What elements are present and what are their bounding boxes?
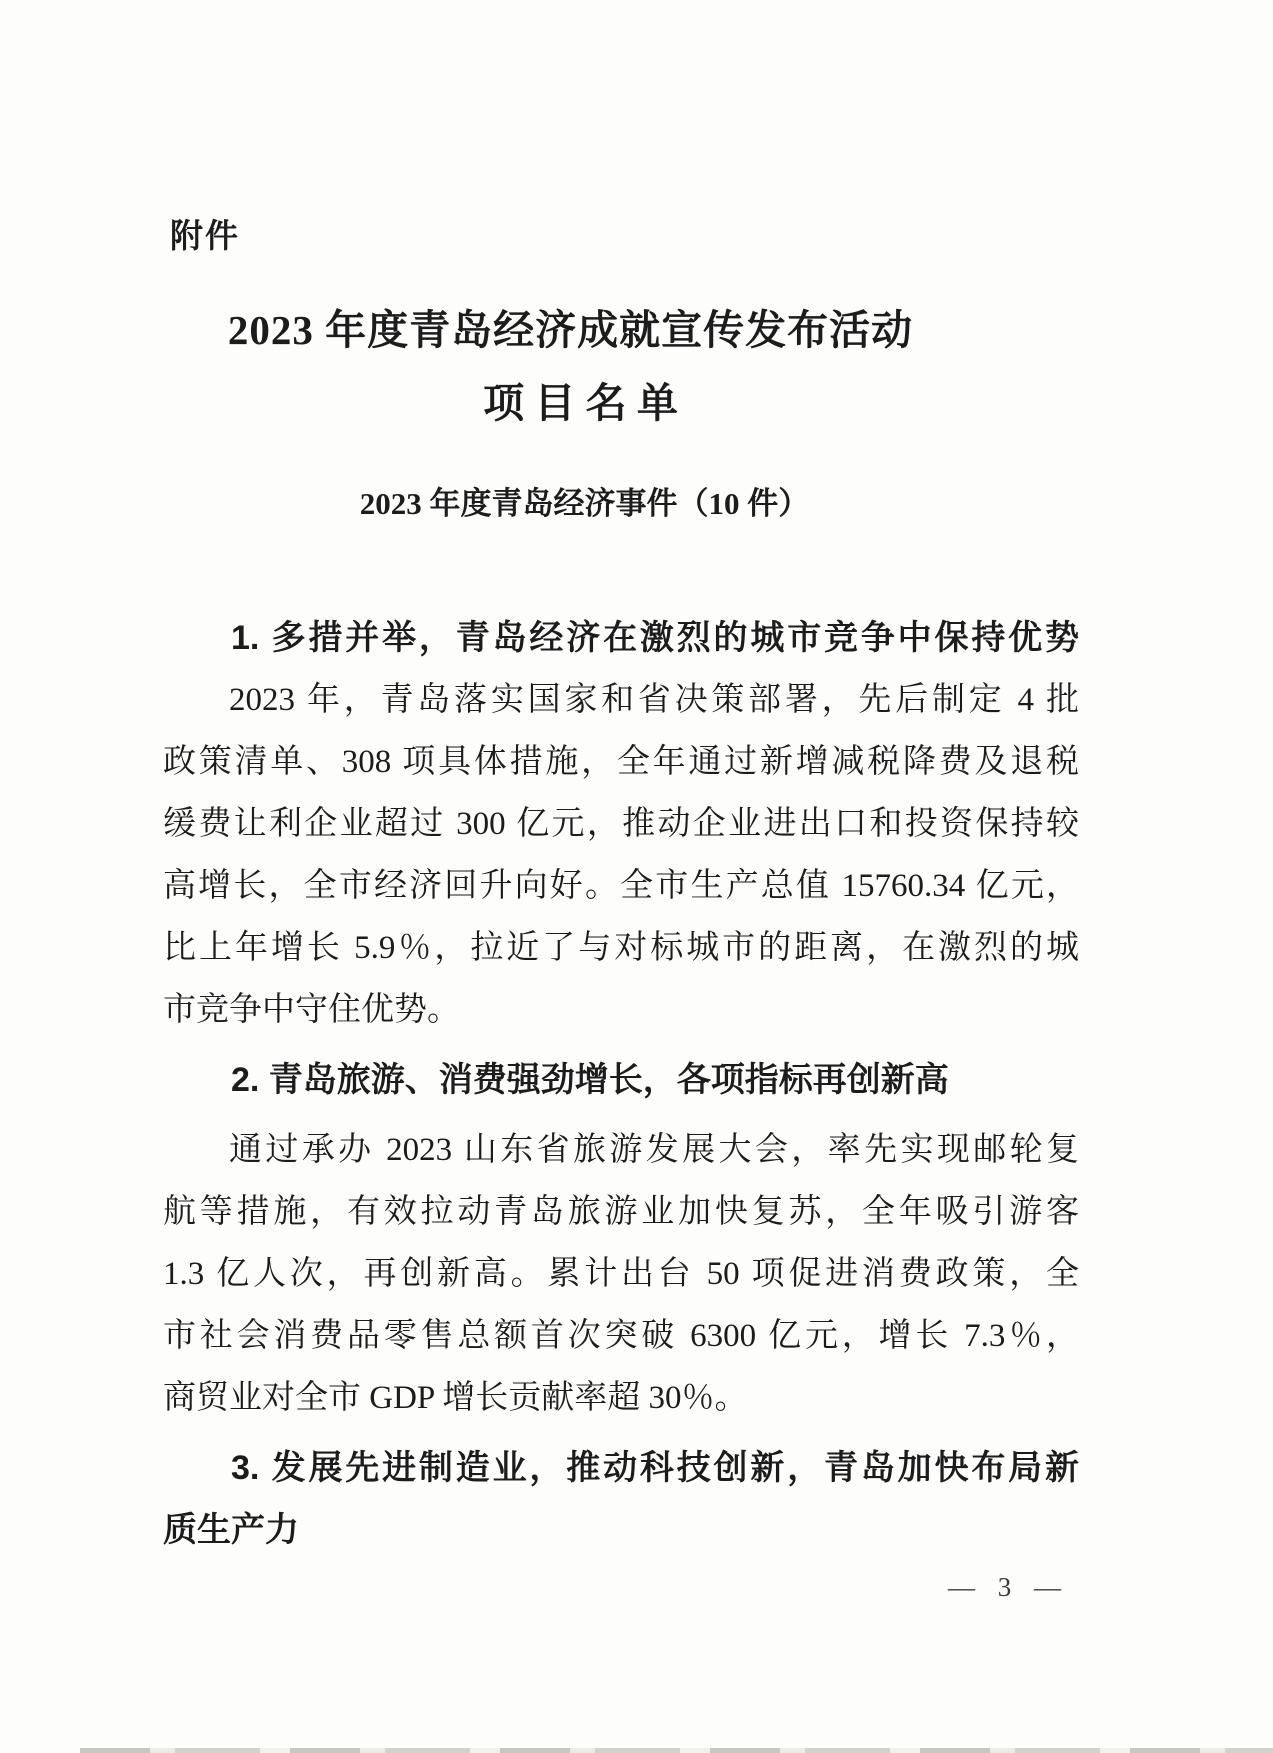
item-1-line-2: 政策清单、308 项具体措施，全年通过新增减税降费及退税: [163, 744, 1079, 780]
item-1-heading: 1. 多措并举，青岛经济在激烈的城市竞争中保持优势: [231, 619, 1079, 657]
item-1-line-5: 比上年增长 5.9％，拉近了与对标城市的距离，在激烈的城: [163, 930, 1079, 966]
item-2-line-4: 市社会消费品零售总额首次突破 6300 亿元，增长 7.3％，: [163, 1318, 1079, 1354]
item-2-heading: 2. 青岛旅游、消费强劲增长，各项指标再创新高: [231, 1061, 949, 1099]
attachment-label: 附件: [170, 217, 240, 254]
item-2-line-1: 通过承办 2023 山东省旅游发展大会，率先实现邮轮复: [229, 1132, 1079, 1168]
item-1-line-3: 缓费让利企业超过 300 亿元，推动企业进出口和投资保持较: [163, 806, 1079, 842]
page-number: — 3 —: [948, 1572, 1061, 1602]
item-3-heading-line-1: 3. 发展先进制造业，推动科技创新，青岛加快布局新: [231, 1449, 1079, 1487]
item-1-line-4: 高增长，全市经济回升向好。全市生产总值 15760.34 亿元，: [163, 868, 1079, 904]
doc-title-line2: 项 目 名 单: [483, 380, 678, 426]
item-2-line-2: 航等措施，有效拉动青岛旅游业加快复苏，全年吸引游客: [163, 1194, 1079, 1230]
section-title: 2023 年度青岛经济事件（10 件）: [359, 486, 810, 521]
item-1-line-6: 市竞争中守住优势。: [163, 992, 460, 1028]
doc-title-line1: 2023 年度青岛经济成就宣传发布活动: [227, 307, 914, 353]
item-2-line-5: 商贸业对全市 GDP 增长贡献率超 30％。: [163, 1380, 748, 1416]
scan-edge-artifact: [80, 1748, 1273, 1753]
document-body: [163, 601, 1079, 1561]
item-1-line-1: 2023 年，青岛落实国家和省决策部署，先后制定 4 批: [229, 682, 1079, 718]
item-2-line-3: 1.3 亿人次，再创新高。累计出台 50 项促进消费政策，全: [163, 1256, 1079, 1292]
item-3-heading-line-2: 质生产力: [163, 1511, 299, 1549]
